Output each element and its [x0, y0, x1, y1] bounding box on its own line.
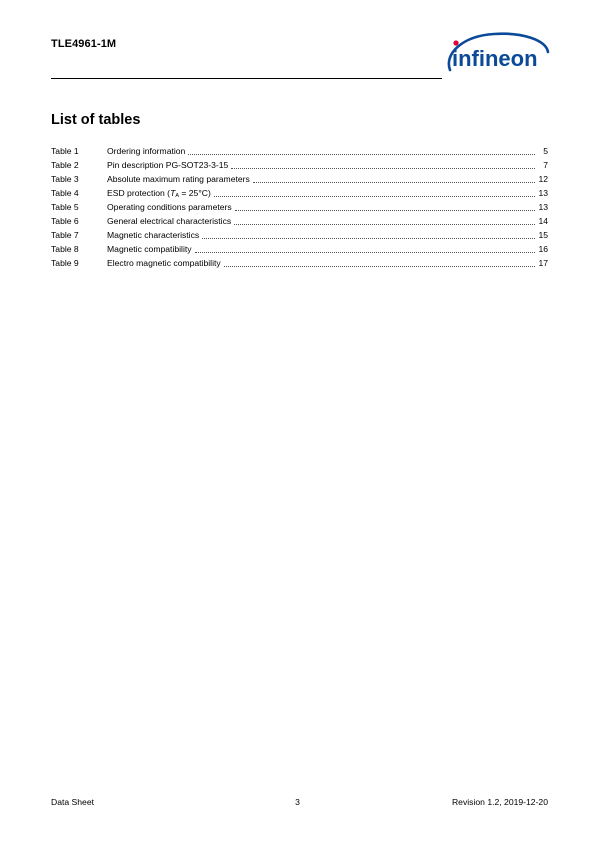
header-divider	[51, 78, 442, 79]
toc-entry-label: Table 5	[51, 202, 79, 212]
dot-leader	[253, 182, 535, 183]
toc-entry-table-4[interactable]	[51, 186, 548, 200]
list-of-tables-heading: List of tables	[51, 112, 141, 128]
dot-leader	[231, 168, 535, 169]
dot-leader	[234, 224, 535, 225]
toc-entry-table-1[interactable]	[51, 144, 548, 158]
toc-entry-label: Table 4	[51, 188, 79, 198]
toc-entry-title: Pin description PG-SOT23-3-15	[107, 160, 229, 170]
toc-entry-label: Table 1	[51, 146, 79, 156]
toc-entry-page: 15	[538, 230, 548, 240]
temperature-symbol: T	[170, 188, 176, 198]
document-product-name: TLE4961-1M	[51, 38, 117, 50]
table-of-tables	[51, 144, 548, 270]
dot-leader	[202, 238, 535, 239]
toc-entry-label: Table 6	[51, 216, 79, 226]
svg-text:infineon: infineon	[452, 46, 538, 71]
toc-entry-page: 12	[538, 174, 548, 184]
toc-entry-title: Absolute maximum rating parameters	[107, 174, 250, 184]
toc-entry-title: Magnetic compatibility	[107, 244, 192, 254]
toc-entry-title: Electro magnetic compatibility	[107, 258, 221, 268]
dot-leader	[195, 252, 535, 253]
footer-document-type: Data Sheet	[51, 797, 94, 807]
toc-entry-page: 7	[543, 160, 548, 170]
infineon-logo	[442, 30, 550, 78]
toc-entry-table-8[interactable]	[51, 242, 548, 256]
toc-entry-title: Operating conditions parameters	[107, 202, 232, 212]
toc-entry-table-9[interactable]	[51, 256, 548, 270]
toc-entry-page: 5	[543, 146, 548, 156]
toc-entry-label: Table 8	[51, 244, 79, 254]
title-suffix: = 25°C)	[178, 188, 211, 198]
toc-entry-label: Table 9	[51, 258, 79, 268]
toc-entry-label: Table 2	[51, 160, 79, 170]
toc-entry-page: 13	[538, 188, 548, 198]
toc-entry-title: Magnetic characteristics	[107, 230, 200, 240]
dot-leader	[224, 266, 535, 267]
footer-revision: Revision 1.2, 2019-12-20	[451, 797, 548, 807]
dot-leader	[214, 196, 535, 197]
toc-entry-table-6[interactable]	[51, 214, 548, 228]
toc-entry-table-7[interactable]	[51, 228, 548, 242]
title-prefix: ESD protection (	[107, 188, 171, 198]
toc-entry-page: 13	[538, 202, 548, 212]
toc-entry-table-3[interactable]	[51, 172, 548, 186]
toc-entry-label: Table 3	[51, 174, 79, 184]
dot-leader	[235, 210, 535, 211]
footer-page-number: 3	[295, 797, 300, 807]
toc-entry-page: 16	[538, 244, 548, 254]
toc-entry-table-2[interactable]	[51, 158, 548, 172]
toc-entry-page: 17	[538, 258, 548, 268]
toc-entry-title: Ordering information	[107, 146, 186, 156]
toc-entry-table-5[interactable]	[51, 200, 548, 214]
dot-leader	[188, 154, 535, 155]
toc-entry-page: 14	[538, 216, 548, 226]
temperature-subscript: A	[175, 193, 179, 199]
toc-entry-title: General electrical characteristics	[107, 216, 232, 226]
toc-entry-label: Table 7	[51, 230, 79, 240]
